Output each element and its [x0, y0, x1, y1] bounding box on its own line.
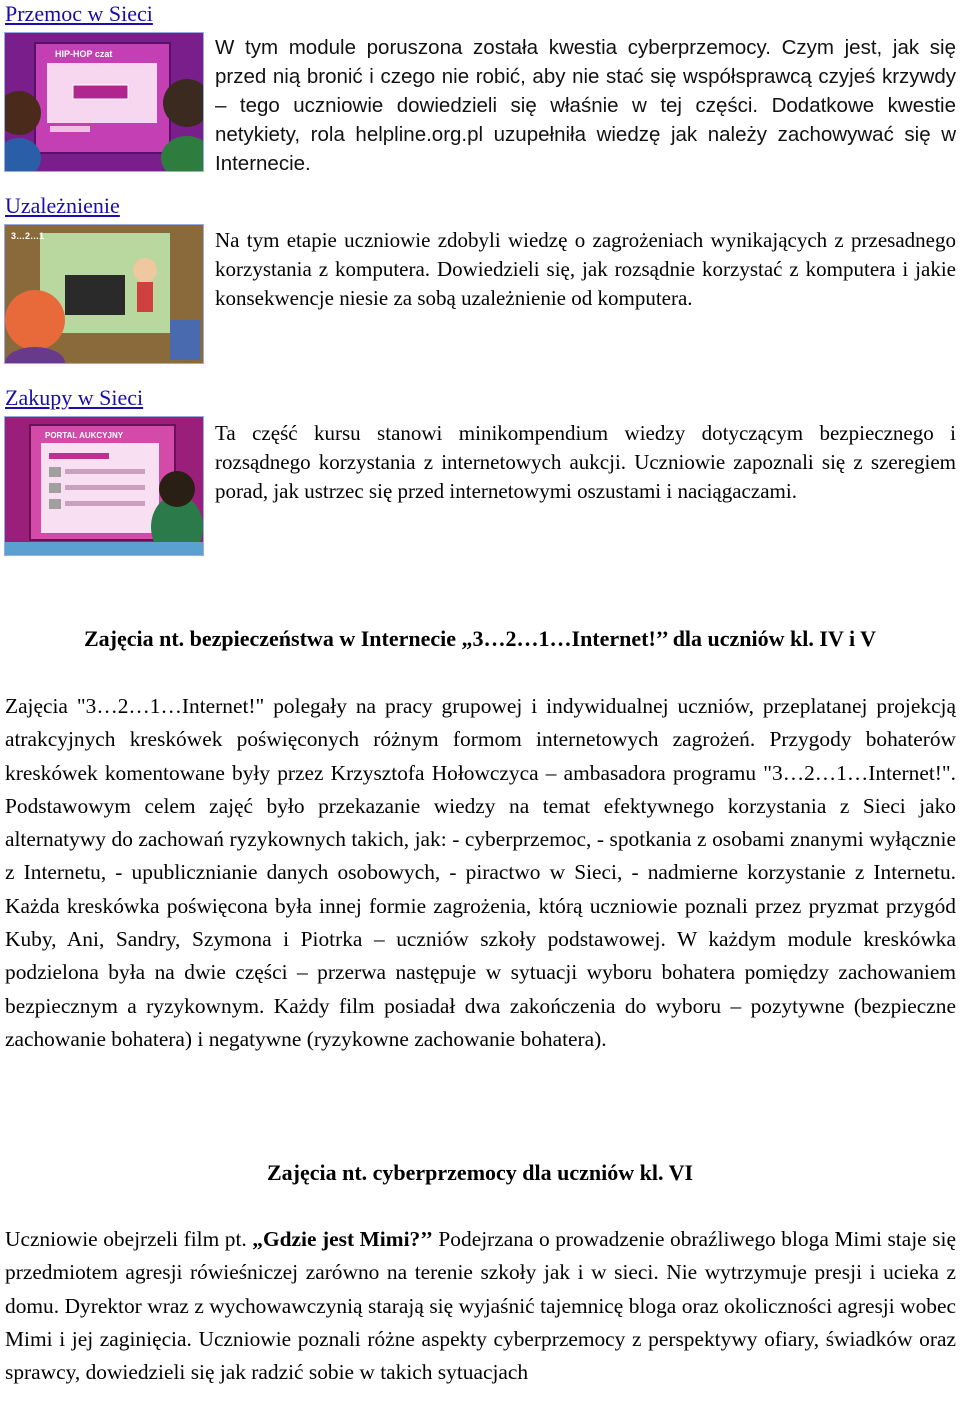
paragraph-intro: Uczniowie obejrzeli film pt.	[5, 1227, 247, 1251]
section-paragraph-bezpieczenstwo: Zajęcia "3…2…1…Internet!" polegały na pracy grupowej i indywidualnej uczniów, przeplatanej projekcją atrakcyjnych kreskówek poświęconych różnym formom internetowych zagrożeń. Przygody bohaterów kreskówek komentowane były przez Krzysztofa Hołowczyca – ambasadora programu "3…2…1…Internet!". Podstawowym celem zajęć było przekazanie wiedzy na temat efektywnego korzystania z Sieci jako alternatywy do zachowań ryzykownych takich, jak: - cyberprzemoc, - spotkania z osobami znanymi wyłącznie z Internetu, - upublicznianie danych osobowych, - piractwo w Sieci, - nadmierne korzystanie z Internetu. Każda kreskówka poświęcona była innej formie zagrożenia, którą uczniowie poznali przez pryzmat przygód Kuby, Ani, Sandry, Szymona i Piotrka – uczniów szkoły podstawowej. W każdym module kreskówka podzielona była na dwie części – przerwa następuje w sytuacji wyboru bohatera pomiędzy zachowaniem bezpiecznym a ryzykownym. Każdy film posiadał dwa zakończenia do wyboru – pozytywne (bezpieczne zachowanie bohatera) i negatywne (ryzykowne zachowanie bohatera).	[5, 694, 956, 1051]
thumbnail-title: 3…2…1	[11, 231, 45, 241]
paragraph-body: Podejrzana o prowadzenie obraźliwego bloga Mimi staje się przedmiotem agresji rówieśniczej zarówno na terenie szkoły jak i w sieci. Nie wytrzymuje presji i ucieka z domu. Dyrektor wraz z wychowawczynią starają się wyjaśnić tajemnicę bloga oraz okoliczności agresji wobec Mimi i jej zaginięcia. Uczniowie poznali różne aspekty cyberprzemocy z perspektywy ofiary, świadków oraz sprawcy, dowiedzieli się jak radzić sobie w takich sytuacjach	[5, 1227, 956, 1385]
module-description-zakupy: Ta część kursu stanowi minikompendium wiedzy dotyczącym bezpiecznego i rozsądnego korzystania z internetowych aukcji. Uczniowie zapoznali się z szeregiem porad, jak ustrzec się przed internetowymi oszustami i naciągaczami.	[215, 421, 956, 503]
module-link-uzaleznienie[interactable]: Uzależnienie	[5, 193, 120, 218]
film-title: „Gdzie jest Mimi?’’	[252, 1227, 433, 1251]
module-description-uzaleznienie: Na tym etapie uczniowie zdobyli wiedzę o zagrożeniach wynikających z przesadnego korzystania z komputera. Dowiedzieli się, jak rozsądnie korzystać z komputera i jakie konsekwencje niesie za sobą uzależnienie od komputera.	[215, 228, 956, 310]
section-paragraph-cyberprzemoc	[5, 1223, 956, 1389]
section-heading-bezpieczenstwo: Zajęcia nt. bezpieczeństwa w Internecie „3…2…1…Internet!’’ dla uczniów kl. IV i V	[83, 626, 877, 651]
thumbnail-title: PORTAL AUKCYJNY	[45, 431, 124, 440]
module-thumbnail-zakupy	[4, 416, 204, 556]
section-heading-cyberprzemoc: Zajęcia nt. cyberprzemocy dla uczniów kl. VI	[266, 1160, 694, 1185]
thumbnail-title: HIP-HOP czat	[55, 49, 113, 59]
module-description-przemoc: W tym module poruszona została kwestia cyberprzemocy. Czym jest, jak się przed nią bronić i czego nie robić, aby nie stać się współsprawcą czyjeś krzywdy – tego uczniowie dowiedzieli się właśnie w tej części. Dodatkowe kwestie netykiety, rola helpline.org.pl uzupełniła wiedzę jak należy zachowywać się w Internecie.	[215, 36, 956, 175]
module-thumbnail-uzaleznienie	[4, 224, 204, 364]
module-link-zakupy[interactable]: Zakupy w Sieci	[5, 385, 144, 410]
module-thumbnail-przemoc	[4, 32, 204, 172]
module-link-przemoc[interactable]: Przemoc w Sieci	[5, 1, 153, 26]
